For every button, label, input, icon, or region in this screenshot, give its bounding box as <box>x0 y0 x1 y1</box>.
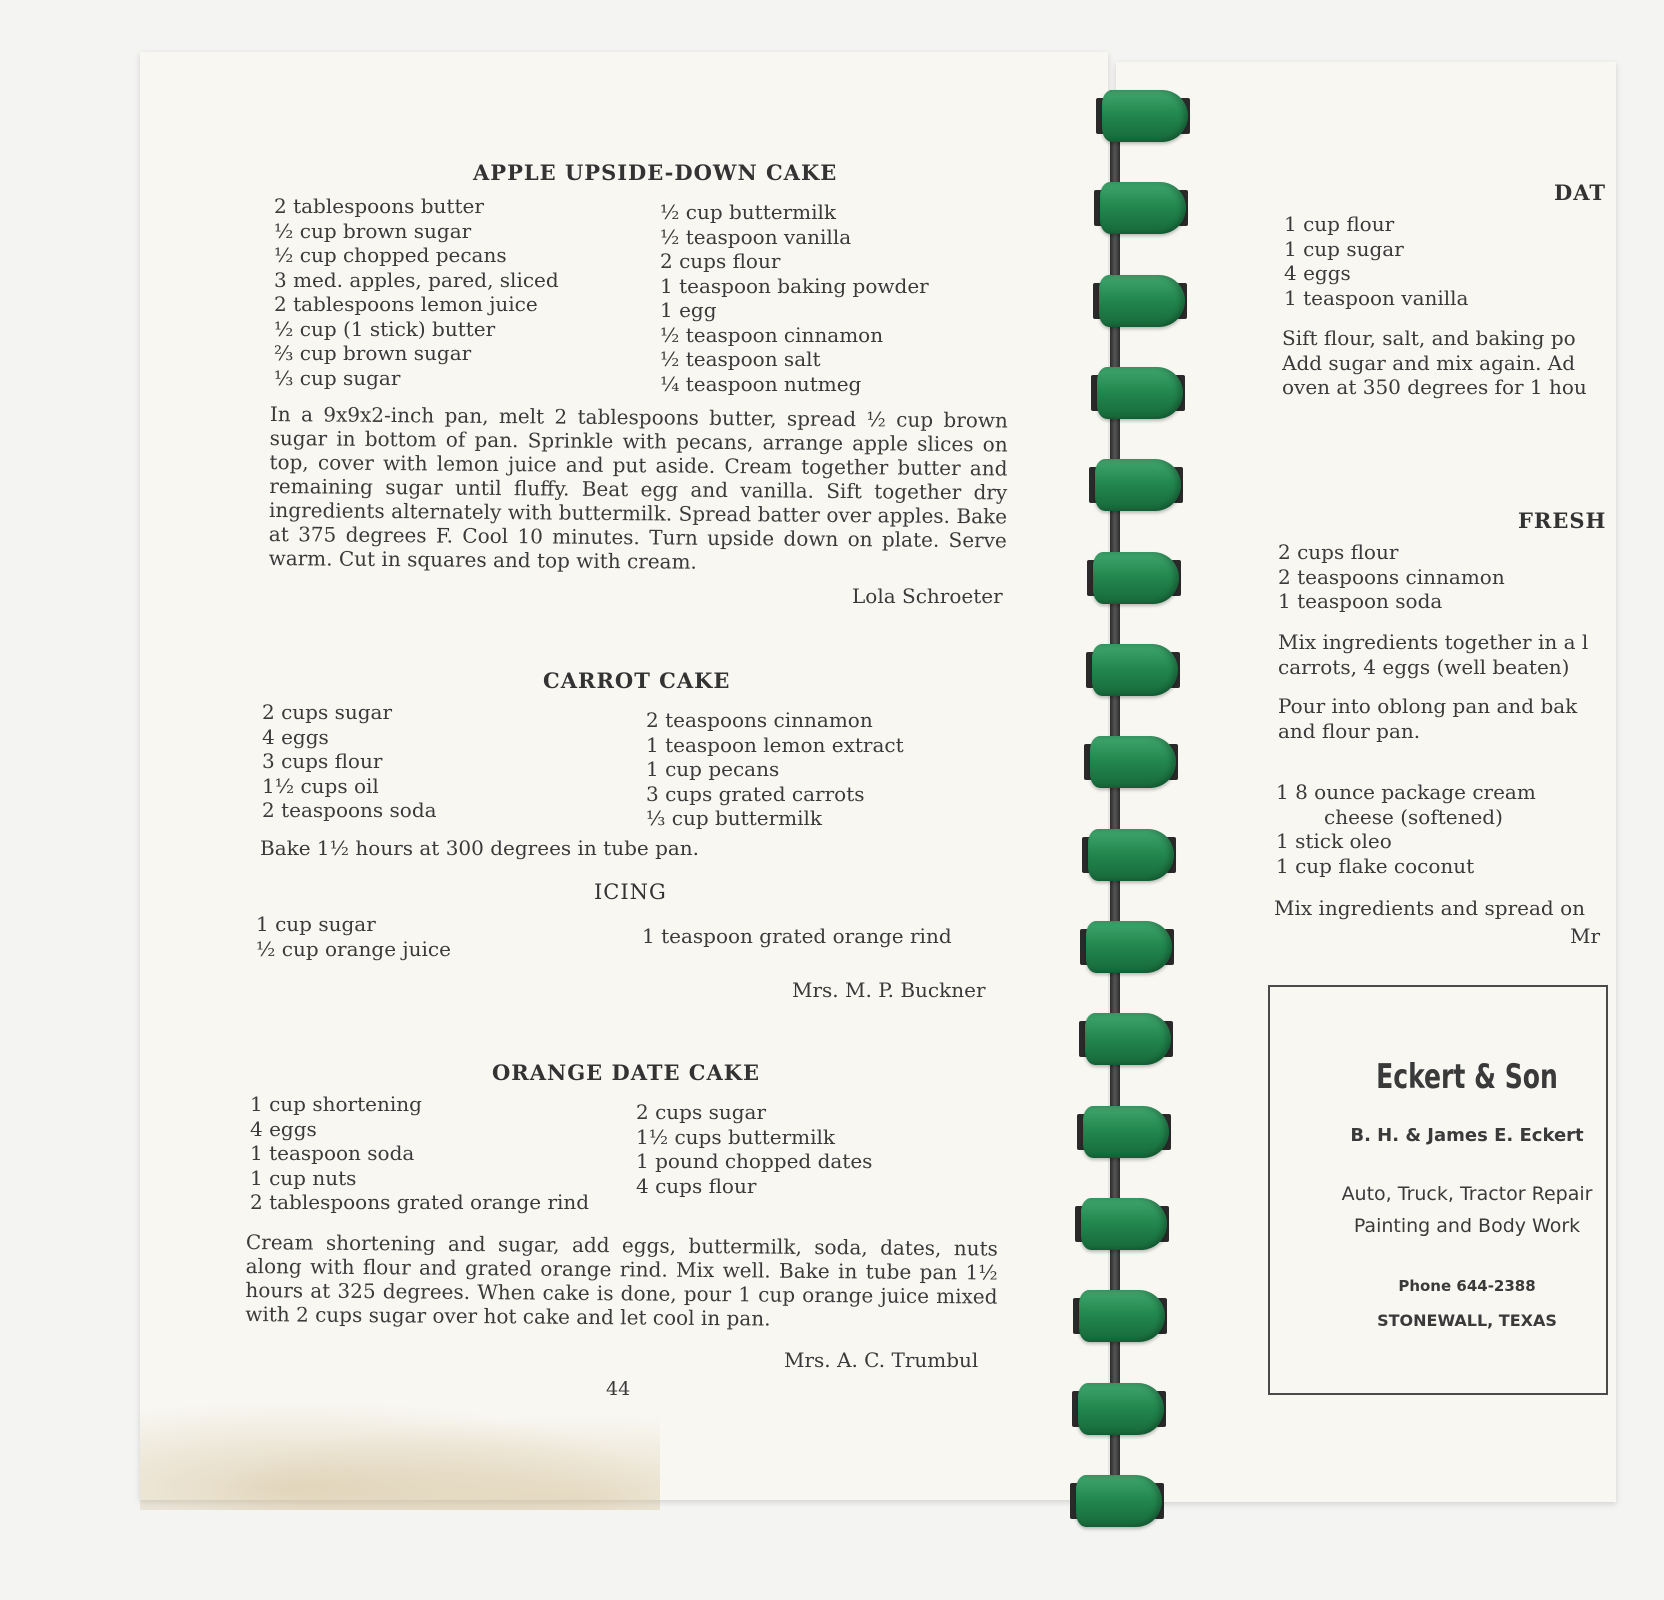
ingredient-list <box>274 194 559 390</box>
ingredient: 1½ cups oil <box>262 773 379 798</box>
ingredient: 2 cups flour <box>660 249 781 273</box>
spiral-coil <box>1097 367 1183 419</box>
ingredient-list <box>646 708 904 831</box>
direction-line: Mix ingredients together in a l <box>1278 630 1589 654</box>
spiral-coil <box>1090 736 1176 788</box>
services-line-2: Painting and Body Work <box>1353 1215 1581 1237</box>
ingredient: 1 teaspoon vanilla <box>1284 285 1469 310</box>
direction-line: Sift flour, salt, and baking po <box>1282 326 1576 350</box>
ingredient: 3 cups grated carrots <box>646 781 865 806</box>
spiral-coil <box>1076 1475 1162 1527</box>
ingredient: ½ cup (1 stick) butter <box>274 316 496 341</box>
owners: B. H. & James E. Eckert <box>1350 1125 1584 1146</box>
recipe-directions: In a 9x9x2-inch pan, melt 2 tablespoons butter, spread ½ cup brown sugar in bottom of pan. Sprinkle with pecans, arrange apple slices on top, cover with lemon juice and put aside. Cream together butter and remaining sugar until fluffy. Beat egg and vanilla. Sift together dry ingredients alternately with buttermilk. Spread batter over apples. Bake at 375 degrees F. Cool 10 minutes. Turn upside down on plate. Serve warm. Cut in squares and top with cream. <box>268 402 1008 574</box>
spiral-coil <box>1102 90 1188 142</box>
ingredient: 4 eggs <box>1284 261 1351 285</box>
ingredient: 1 teaspoon lemon extract <box>646 732 904 757</box>
spiral-coil <box>1081 1198 1167 1250</box>
ingredient: 1 cup flour <box>1284 212 1395 236</box>
recipe-directions: Bake 1½ hours at 300 degrees in tube pan. <box>260 836 700 860</box>
ingredient: 1 teaspoon soda <box>250 1141 415 1165</box>
ingredient: ½ teaspoon salt <box>660 347 821 371</box>
recipe-directions: Mix ingredients and spread on <box>1274 896 1585 920</box>
ingredient: cheese (softened) <box>1324 804 1503 829</box>
ingredient: 2 cups sugar <box>262 700 393 724</box>
spiral-coil <box>1092 644 1178 696</box>
ingredient-list <box>642 924 952 949</box>
ingredient: ½ teaspoon cinnamon <box>660 322 884 347</box>
ingredient: 2 cups sugar <box>636 1100 767 1124</box>
ingredient: ⅓ cup sugar <box>274 365 401 390</box>
ingredient: 2 cups flour <box>1278 540 1399 564</box>
ingredient: 4 eggs <box>250 1116 317 1141</box>
eckert-son-advertisement <box>1268 985 1608 1395</box>
direction-line: carrots, 4 eggs (well beaten) <box>1278 654 1570 679</box>
spiral-coil <box>1086 921 1172 973</box>
spiral-coil <box>1093 552 1179 604</box>
direction-line: oven at 350 degrees for 1 hou <box>1282 375 1587 399</box>
ingredient: 1 cup pecans <box>646 757 780 781</box>
ingredient: ⅓ cup buttermilk <box>646 806 823 830</box>
direction-line: Pour into oblong pan and bak <box>1278 694 1578 718</box>
icing-title: ICING <box>594 880 667 904</box>
ingredient: 1 cup flake coconut <box>1276 853 1475 878</box>
page-number: 44 <box>606 1378 631 1400</box>
ingredient: 1 cup shortening <box>250 1092 422 1116</box>
ingredient-list <box>1278 540 1505 614</box>
recipe-title: APPLE UPSIDE-DOWN CAKE <box>473 160 838 185</box>
recipe-author: Mrs. M. P. Buckner <box>792 978 986 1002</box>
ingredient: ½ cup orange juice <box>256 936 451 961</box>
services-line-1: Auto, Truck, Tractor Repair <box>1341 1183 1593 1205</box>
ingredient-list <box>660 200 929 396</box>
ingredient: 1 8 ounce package cream <box>1276 780 1536 804</box>
ingredient: 1½ cups buttermilk <box>636 1124 836 1149</box>
ingredient: ⅔ cup brown sugar <box>274 341 472 365</box>
spiral-coil <box>1078 1383 1164 1435</box>
ingredient: 1 cup nuts <box>250 1165 357 1190</box>
ingredient-list <box>636 1100 872 1198</box>
ingredient: 3 cups flour <box>262 749 383 773</box>
recipe-title: CARROT CAKE <box>543 668 731 693</box>
ingredient: ½ cup brown sugar <box>274 218 472 243</box>
ingredient: 4 eggs <box>262 724 329 749</box>
ingredient: ½ cup chopped pecans <box>274 243 507 267</box>
ingredient-list <box>256 912 451 961</box>
recipe-title: FRESH <box>1518 508 1607 533</box>
ingredient: 1 pound chopped dates <box>636 1149 873 1173</box>
ingredient: 1 teaspoon baking powder <box>660 273 929 298</box>
ingredient: 1 teaspoon grated orange rind <box>642 924 952 948</box>
spiral-coil <box>1085 1013 1171 1065</box>
phone-number: Phone 644-2388 <box>1398 1277 1536 1295</box>
ingredient-list <box>1284 212 1468 310</box>
ingredient: ¼ teaspoon nutmeg <box>660 371 862 396</box>
ingredient: 2 teaspoons cinnamon <box>1278 564 1505 589</box>
recipe-directions <box>1282 326 1587 400</box>
spiral-coil <box>1100 182 1186 234</box>
ingredient: 3 med. apples, pared, sliced <box>274 267 559 292</box>
recipe-author: Mr <box>1570 924 1601 948</box>
recipe-directions <box>1278 630 1588 679</box>
ingredient: 1 cup sugar <box>256 912 376 936</box>
ingredient-list <box>250 1092 589 1215</box>
recipe-author: Lola Schroeter <box>852 584 1003 608</box>
ingredient: 2 tablespoons lemon juice <box>274 292 538 316</box>
ingredient-list <box>262 700 437 823</box>
recipe-author: Mrs. A. C. Trumbul <box>784 1348 979 1372</box>
ingredient: 1 stick oleo <box>1276 829 1392 853</box>
city: STONEWALL, TEXAS <box>1377 1311 1557 1330</box>
ingredient: 1 cup sugar <box>1284 236 1404 261</box>
recipe-directions <box>1278 694 1577 743</box>
spiral-coil <box>1083 1106 1169 1158</box>
recipe-directions: Cream shortening and sugar, add eggs, buttermilk, soda, dates, nuts along with flour and grated orange rind. Mix well. Bake in tube pan 1½ hours at 325 degrees. When cake is done, pour 1 cup orange juice mixed with 2 cups sugar over hot cake and let cool in pan. <box>245 1230 998 1331</box>
spiral-coil <box>1099 275 1185 327</box>
direction-line: and flour pan. <box>1278 718 1421 743</box>
ingredient: 1 egg <box>660 298 717 322</box>
business-name: Eckert & Son <box>1376 1057 1558 1097</box>
recipe-title: ORANGE DATE CAKE <box>492 1060 761 1085</box>
ingredient: 4 cups flour <box>636 1173 757 1198</box>
ingredient: 2 tablespoons grated orange rind <box>250 1190 590 1214</box>
ingredient: ½ cup buttermilk <box>660 200 837 224</box>
ingredient: 1 teaspoon soda <box>1278 589 1443 613</box>
spiral-coil <box>1088 829 1174 881</box>
ingredient: 2 tablespoons butter <box>274 194 484 218</box>
ingredient: ½ teaspoon vanilla <box>660 224 852 249</box>
ingredient-list <box>1276 780 1536 878</box>
recipe-title: DAT <box>1554 180 1606 205</box>
spiral-coil <box>1095 459 1181 511</box>
direction-line: Add sugar and mix again. Ad <box>1282 350 1576 375</box>
ingredient: 2 teaspoons cinnamon <box>646 708 873 732</box>
spiral-coil <box>1079 1290 1165 1342</box>
ingredient: 2 teaspoons soda <box>262 798 437 822</box>
